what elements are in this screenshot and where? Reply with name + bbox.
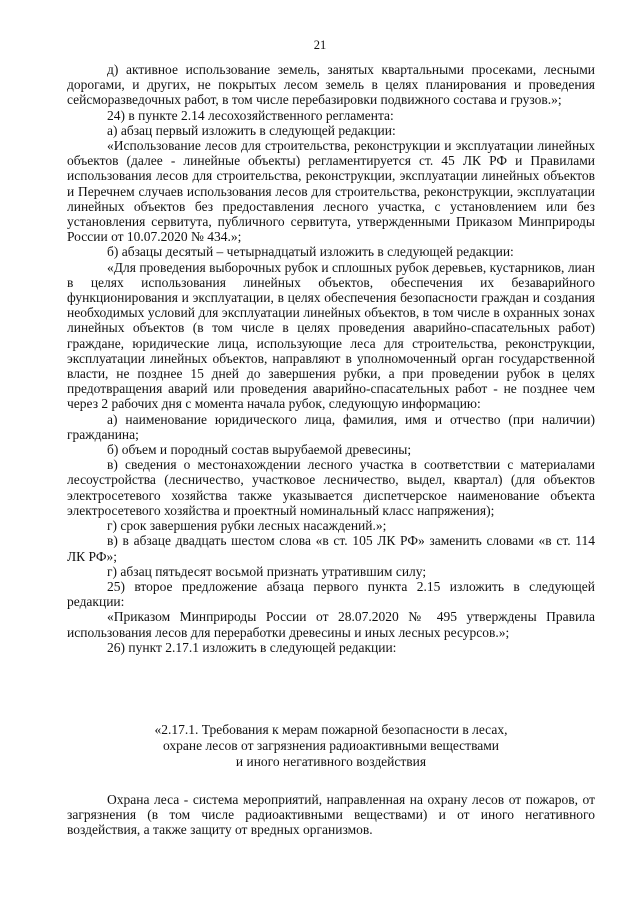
paragraph: «Для проведения выборочных рубок и сплошных рубок деревьев, кустарников, лиан в целях использования линейных объектов, обеспечения их безаварийного функционирования и эксплуатации, в целях обеспечения безопасности граждан и создания необходимых условий для эксплуатации линейных объектов, в том числе в охранных зонах линейных объектов (в том числе в целях проведения аварийно-спасательных работ) граждане, юридические лица, использующие леса для строительства, реконструкции, эксплуатации линейных объектов, направляют в уполномоченный орган государственной власти, не позднее 15 дней до завершения рубки, а при проведении рубок в целях предотвращения аварий или проведения аварийно-спасательных работ - не позднее чем через 2 рабочих дня с момента начала рубок, следующую информацию: <box>67 259 595 412</box>
closing-paragraph: Охрана леса - система мероприятий, направленная на охрану лесов от пожаров, от загрязнения (в том числе радиоактивными веществами) и от иного негативного воздействия, а также защиту от вредных организмов. <box>67 792 595 838</box>
heading-line: «2.17.1. Требования к мерам пожарной безопасности в лесах, <box>154 722 508 737</box>
closing-section <box>67 792 595 838</box>
paragraph: 26) пункт 2.17.1 изложить в следующей редакции: <box>107 639 397 655</box>
section-heading <box>67 722 595 770</box>
page-number: 21 <box>313 38 327 52</box>
paragraph: в) в абзаце двадцать шестом слова «в ст. 105 ЛК РФ» заменить словами «в ст. 114 ЛК РФ»; <box>67 533 595 564</box>
paragraph: «Приказом Минприроды России от 28.07.2020 № 495 утверждены Правила использования лесов для переработки древесины и иных лесных ресурсов.»; <box>67 609 595 640</box>
heading-line: охране лесов от загрязнения радиоактивными веществами <box>162 738 500 753</box>
paragraph: 24) в пункте 2.14 лесохозяйственного регламента: <box>107 107 394 123</box>
paragraph: а) абзац первый изложить в следующей редакции: <box>107 122 396 138</box>
heading-line: и иного негативного воздействия <box>235 754 427 769</box>
paragraph: б) объем и породный состав вырубаемой древесины; <box>107 442 412 458</box>
paragraph: д) активное использование земель, занятых квартальными просеками, лесными дорогами, и других, не покрытых лесом земель в целях планирования и проведения сейсморазведочных работ, в том числе перебазировки подвижного состава и грузов.»; <box>67 62 595 108</box>
paragraph: а) наименование юридического лица, фамилия, имя и отчество (при наличии) гражданина; <box>67 411 595 442</box>
paragraph: в) сведения о местонахождении лесного участка в соответствии с материалами лесоустройства (лесничество, участковое лесничество, выдел, квартал) (для объектов электросетевого хозяйства также указывается диспетчерское наименование объекта электросетевого хозяйства и проектный номинальный класс напряжения); <box>67 457 595 518</box>
paragraph: г) срок завершения рубки лесных насаждений.»; <box>107 518 387 534</box>
paragraph: «Использование лесов для строительства, реконструкции и эксплуатации линейных объектов (далее - линейные объекты) регламентируется ст. 45 ЛК РФ и Правилами использования лесов для строительства, реконструкции, эксплуатации линейных объектов и Перечнем случаев использования лесов для строительства, реконструкции, эксплуатации линейных объектов без предоставления лесного участка, с установлением или без установления сервитута, публичного сервитута, утвержденными Приказом Минприроды России от 10.07.2020 № 434.»; <box>67 138 595 245</box>
paragraph: 25) второе предложение абзаца первого пункта 2.15 изложить в следующей редакции: <box>67 578 595 610</box>
document-body <box>67 62 595 655</box>
paragraph: б) абзацы десятый – четырнадцатый изложить в следующей редакции: <box>107 244 514 260</box>
paragraph: г) абзац пятьдесят восьмой признать утратившим силу; <box>107 563 427 579</box>
